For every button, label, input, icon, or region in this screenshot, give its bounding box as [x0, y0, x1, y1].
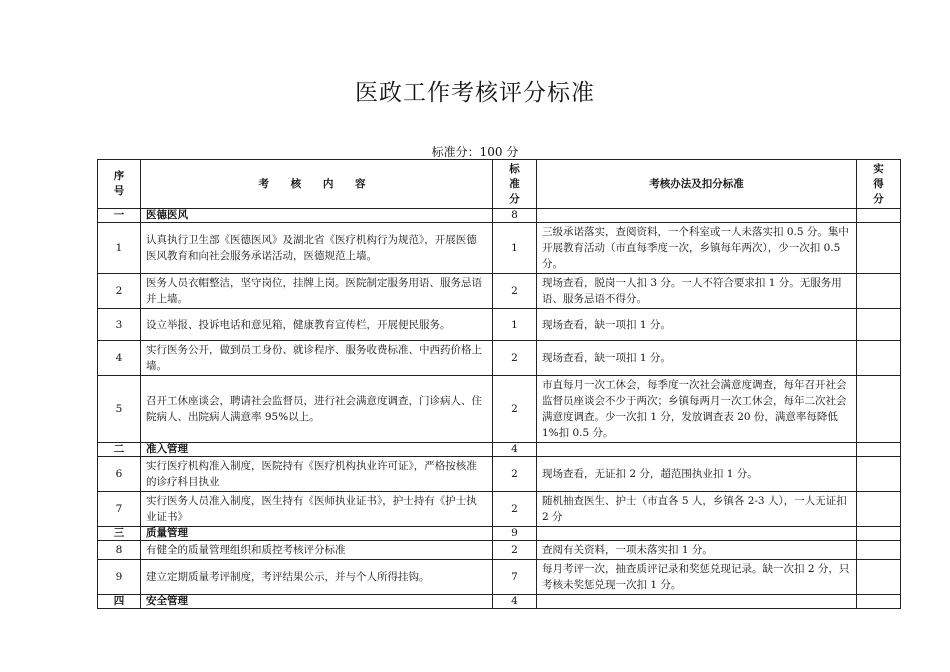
- section-method-empty: [537, 443, 857, 457]
- item-content: 医务人员衣帽整洁，坚守岗位，挂牌上岗。医院制定服务用语、服务忌语并上墙。: [141, 274, 493, 309]
- section-row: [98, 209, 901, 223]
- item-actual-score: [857, 274, 901, 309]
- section-name: 质量管理: [141, 527, 493, 541]
- section-score: 8: [493, 209, 537, 223]
- section-number: 一: [98, 209, 141, 223]
- table-row: [98, 341, 901, 376]
- header-no: [98, 160, 141, 209]
- item-actual-score: [857, 560, 901, 595]
- header-method: 考核办法及扣分标准: [537, 160, 857, 209]
- item-score: 2: [493, 541, 537, 560]
- item-method: 现场查看，缺一项扣 1 分。: [537, 341, 857, 376]
- item-method: 每月考评一次，抽查质评记录和奖惩兑现记录。缺一次扣 2 分，只考核未奖惩兑现一次扣 1 分。: [537, 560, 857, 595]
- table-row: [98, 309, 901, 341]
- h-actual-text: 实 得 分: [873, 162, 884, 205]
- item-content: 召开工休座谈会，聘请社会监督员，进行社会满意度调查，门诊病人、住院病人、出院病人满意率 95%以上。: [141, 376, 493, 443]
- item-method: 现场查看，无证扣 2 分，超范围执业扣 1 分。: [537, 457, 857, 492]
- section-name: 准入管理: [141, 443, 493, 457]
- item-actual-score: [857, 457, 901, 492]
- section-actual-empty: [857, 443, 901, 457]
- section-score: 4: [493, 443, 537, 457]
- total-score-label: 标准分：100 分: [431, 145, 519, 159]
- item-method: 随机抽查医生、护士（市直各 5 人，乡镇各 2-3 人），一人无证扣 2 分: [537, 492, 857, 527]
- item-content: 有健全的质量管理组织和质控考核评分标准: [141, 541, 493, 560]
- item-number: 4: [98, 341, 141, 376]
- item-number: 7: [98, 492, 141, 527]
- section-score: 9: [493, 527, 537, 541]
- item-actual-score: [857, 376, 901, 443]
- item-content: 实行医疗机构准入制度，医院持有《医疗机构执业许可证》，严格按核准的诊疗科目执业: [141, 457, 493, 492]
- item-method: 现场查看，缺一项扣 1 分。: [537, 309, 857, 341]
- table-row: [98, 457, 901, 492]
- item-score: 2: [493, 274, 537, 309]
- table-row: [98, 223, 901, 274]
- section-row: [98, 527, 901, 541]
- table-row: [98, 541, 901, 560]
- section-number: 三: [98, 527, 141, 541]
- item-number: 3: [98, 309, 141, 341]
- item-content: 实行医务公开，做到员工身份、就诊程序、服务收费标准、中西药价格上墙。: [141, 341, 493, 376]
- table-row: [98, 274, 901, 309]
- header-actual: [857, 160, 901, 209]
- section-score: 4: [493, 595, 537, 609]
- section-actual-empty: [857, 595, 901, 609]
- item-actual-score: [857, 541, 901, 560]
- item-content: 设立举报、投诉电话和意见箱，健康教育宣传栏，开展便民服务。: [141, 309, 493, 341]
- table-row: [98, 560, 901, 595]
- section-row: [98, 595, 901, 609]
- item-content: 实行医务人员准入制度，医生持有《医师执业证书》，护士持有《护士执业证书》: [141, 492, 493, 527]
- item-score: 7: [493, 560, 537, 595]
- section-number: 四: [98, 595, 141, 609]
- section-name: 医德医风: [141, 209, 493, 223]
- section-name: 安全管理: [141, 595, 493, 609]
- item-score: 1: [493, 223, 537, 274]
- table-header-row: [98, 160, 901, 209]
- h-score-text: 标 准 分: [509, 162, 520, 205]
- item-actual-score: [857, 309, 901, 341]
- item-number: 5: [98, 376, 141, 443]
- item-score: 2: [493, 376, 537, 443]
- section-method-empty: [537, 527, 857, 541]
- table-row: [98, 376, 901, 443]
- header-content: 考 核 内 容: [141, 160, 493, 209]
- assessment-table: [97, 159, 901, 609]
- item-actual-score: [857, 492, 901, 527]
- section-number: 二: [98, 443, 141, 457]
- item-content: 建立定期质量考评制度，考评结果公示，并与个人所得挂钩。: [141, 560, 493, 595]
- item-number: 9: [98, 560, 141, 595]
- item-method: 查阅有关资料，一项未落实扣 1 分。: [537, 541, 857, 560]
- item-score: 2: [493, 341, 537, 376]
- section-row: [98, 443, 901, 457]
- item-method: 市直每月一次工休会，每季度一次社会满意度调查，每年召开社会监督员座谈会不少于两次；乡镇每两月一次工休会，每年二次社会满意度调查。少一次扣 1 分，发放调查表 20 份，满意率每降低 1%扣 0.5 分。: [537, 376, 857, 443]
- item-method: 现场查看，脱岗一人扣 3 分。一人不符合要求扣 1 分。无服务用语、服务忌语不得分。: [537, 274, 857, 309]
- section-method-empty: [537, 209, 857, 223]
- section-method-empty: [537, 595, 857, 609]
- item-number: 1: [98, 223, 141, 274]
- item-number: 8: [98, 541, 141, 560]
- item-method: 三级承诺落实，查阅资料，一个科室或一人未落实扣 0.5 分。集中开展教育活动（市直每季度一次，乡镇每年两次），少一次扣 0.5 分。: [537, 223, 857, 274]
- header-score: [493, 160, 537, 209]
- item-content: 认真执行卫生部《医德医风》及湖北省《医疗机构行为规范》，开展医德医风教育和向社会服务承诺活动，医德规范上墙。: [141, 223, 493, 274]
- table-row: [98, 492, 901, 527]
- section-actual-empty: [857, 209, 901, 223]
- document-title: 医政工作考核评分标准: [355, 80, 595, 106]
- item-score: 2: [493, 492, 537, 527]
- h-no-text: 序 号: [113, 170, 125, 197]
- item-score: 1: [493, 309, 537, 341]
- item-number: 6: [98, 457, 141, 492]
- item-number: 2: [98, 274, 141, 309]
- table-body: [98, 209, 901, 609]
- item-score: 2: [493, 457, 537, 492]
- item-actual-score: [857, 341, 901, 376]
- item-actual-score: [857, 223, 901, 274]
- section-actual-empty: [857, 527, 901, 541]
